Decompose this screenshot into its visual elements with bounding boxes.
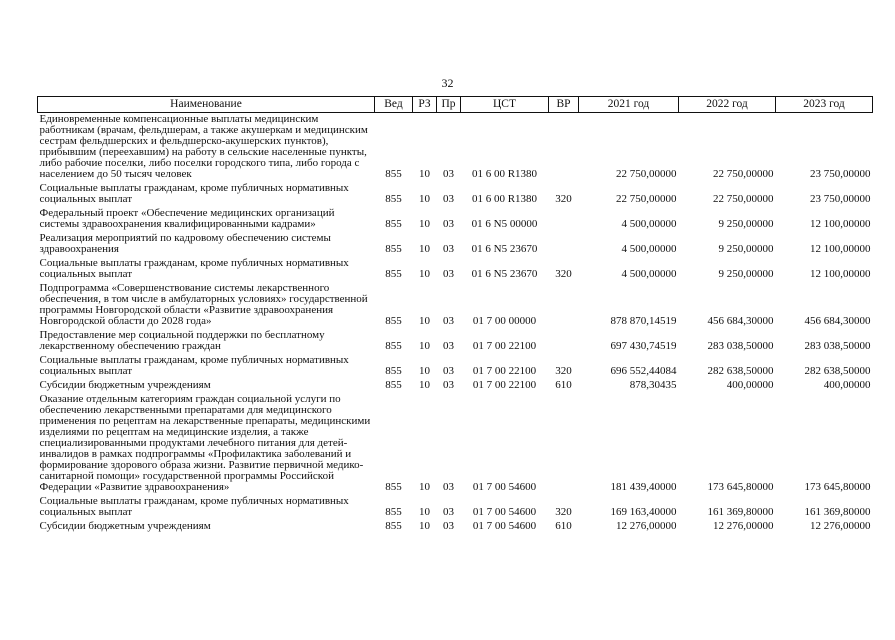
row-2021: 4 500,00000 [621, 268, 677, 280]
row-ved: 855 [385, 379, 402, 391]
row-name: Социальные выплаты гражданам, кроме публичных нормативных социальных выплат [39, 354, 349, 377]
row-2021: 22 750,00000 [616, 168, 677, 180]
row-pr: 03 [443, 168, 454, 180]
row-2022: 22 750,00000 [713, 193, 774, 205]
row-2023: 23 750,00000 [810, 168, 871, 180]
row-vr: 320 [555, 193, 572, 205]
row-name: Предоставление мер социальной поддержки по бесплатному лекарственному обеспечению граждан [39, 329, 325, 352]
row-2023: 283 038,50000 [804, 340, 871, 352]
table-row [38, 520, 873, 534]
row-pr: 03 [443, 268, 454, 280]
header-2023: 2023 год [776, 97, 873, 113]
table-row [38, 113, 873, 183]
row-2021: 12 276,00000 [616, 520, 677, 532]
row-2022: 161 369,80000 [707, 506, 774, 518]
row-vr [549, 207, 579, 232]
row-2021: 181 439,40000 [610, 481, 677, 493]
row-vr [549, 393, 579, 495]
row-2023: 161 369,80000 [804, 506, 871, 518]
row-rz: 10 [419, 520, 430, 532]
row-rz: 10 [419, 315, 430, 327]
row-2022: 282 638,50000 [707, 365, 774, 377]
row-vr: 320 [555, 268, 572, 280]
row-pr: 03 [443, 340, 454, 352]
row-2023: 173 645,80000 [804, 481, 871, 493]
row-2021: 878,30435 [629, 379, 677, 391]
row-vr: 610 [555, 379, 572, 391]
row-pr: 03 [443, 379, 454, 391]
header-cst: ЦСТ [461, 97, 549, 113]
row-vr [549, 113, 579, 183]
row-vr: 610 [555, 520, 572, 532]
row-cst: 01 7 00 22100 [472, 365, 537, 377]
budget-table [37, 96, 873, 534]
row-cst: 01 7 00 54600 [472, 506, 537, 518]
table-row [38, 379, 873, 393]
row-2023: 12 100,00000 [810, 243, 871, 255]
row-pr: 03 [443, 193, 454, 205]
row-2023: 456 684,30000 [804, 315, 871, 327]
row-name: Социальные выплаты гражданам, кроме публичных нормативных социальных выплат [39, 257, 349, 280]
row-rz: 10 [419, 481, 430, 493]
row-vr [549, 232, 579, 257]
row-2021: 4 500,00000 [621, 243, 677, 255]
row-rz: 10 [419, 365, 430, 377]
row-rz: 10 [419, 193, 430, 205]
row-cst: 01 7 00 54600 [472, 481, 537, 493]
table-row [38, 495, 873, 520]
row-vr: 320 [555, 506, 572, 518]
row-2021: 22 750,00000 [616, 193, 677, 205]
row-2022: 9 250,00000 [718, 243, 774, 255]
header-ved: Вед [375, 97, 413, 113]
row-2023: 12 100,00000 [810, 218, 871, 230]
row-2021: 696 552,44084 [610, 365, 677, 377]
row-rz: 10 [419, 340, 430, 352]
row-cst: 01 6 N5 23670 [471, 243, 538, 255]
row-rz: 10 [419, 243, 430, 255]
row-2022: 400,00000 [726, 379, 774, 391]
row-rz: 10 [419, 218, 430, 230]
page-number: 32 [441, 76, 454, 90]
row-2022: 283 038,50000 [707, 340, 774, 352]
table-row [38, 329, 873, 354]
row-ved: 855 [385, 218, 402, 230]
row-2023: 12 100,00000 [810, 268, 871, 280]
row-cst: 01 6 00 R1380 [471, 193, 538, 205]
row-cst: 01 6 00 R1380 [471, 168, 538, 180]
row-pr: 03 [443, 218, 454, 230]
header-2021: 2021 год [579, 97, 679, 113]
row-name: Реализация мероприятий по кадровому обеспечению системы здравоохранения [39, 232, 331, 255]
row-name: Социальные выплаты гражданам, кроме публичных нормативных социальных выплат [39, 182, 349, 205]
row-cst: 01 7 00 54600 [472, 520, 537, 532]
row-pr: 03 [443, 315, 454, 327]
row-pr: 03 [443, 481, 454, 493]
header-rz: РЗ [413, 97, 437, 113]
row-name: Субсидии бюджетным учреждениям [39, 379, 211, 391]
row-2022: 173 645,80000 [707, 481, 774, 493]
row-vr: 320 [555, 365, 572, 377]
row-2022: 9 250,00000 [718, 268, 774, 280]
row-pr: 03 [443, 506, 454, 518]
table-row [38, 257, 873, 282]
header-row [38, 97, 873, 113]
row-ved: 855 [385, 506, 402, 518]
row-2023: 282 638,50000 [804, 365, 871, 377]
header-2022: 2022 год [679, 97, 776, 113]
row-2021: 4 500,00000 [621, 218, 677, 230]
row-2023: 23 750,00000 [810, 193, 871, 205]
row-pr: 03 [443, 243, 454, 255]
row-2023: 400,00000 [823, 379, 871, 391]
row-2022: 22 750,00000 [713, 168, 774, 180]
header-vr: ВР [549, 97, 579, 113]
row-name: Субсидии бюджетным учреждениям [39, 520, 211, 532]
row-ved: 855 [385, 193, 402, 205]
row-2022: 9 250,00000 [718, 218, 774, 230]
row-cst: 01 6 N5 00000 [471, 218, 538, 230]
row-2022: 456 684,30000 [707, 315, 774, 327]
row-vr [549, 329, 579, 354]
row-2021: 878 870,14519 [610, 315, 677, 327]
row-name: Социальные выплаты гражданам, кроме публичных нормативных социальных выплат [39, 495, 349, 518]
table-row [38, 354, 873, 379]
row-pr: 03 [443, 520, 454, 532]
row-2021: 697 430,74519 [610, 340, 677, 352]
row-ved: 855 [385, 168, 402, 180]
row-cst: 01 6 N5 23670 [471, 268, 538, 280]
table-row [38, 232, 873, 257]
row-ved: 855 [385, 243, 402, 255]
table-row [38, 207, 873, 232]
row-rz: 10 [419, 379, 430, 391]
row-cst: 01 7 00 22100 [472, 340, 537, 352]
row-ved: 855 [385, 315, 402, 327]
row-name: Оказание отдельным категориям граждан социальной услуги по обеспечению лекарственными препаратами для медицинского применения по рецептам на лекарственные препараты, медицинскими изделиями по рецептам на медицинские изделия, а также специализированными продуктами лечебного питания для детей-инвалидов в рамках подпрограммы «Профилактика заболеваний и формирование здорового образа жизни. Развитие первичной медико-санитарной помощи» государственной программы Российской Федерации «Развитие здравоохранения» [39, 393, 371, 493]
table-row [38, 393, 873, 495]
row-pr: 03 [443, 365, 454, 377]
row-ved: 855 [385, 365, 402, 377]
row-2022: 12 276,00000 [713, 520, 774, 532]
row-2023: 12 276,00000 [810, 520, 871, 532]
table-row [38, 182, 873, 207]
row-ved: 855 [385, 481, 402, 493]
row-rz: 10 [419, 268, 430, 280]
row-name: Федеральный проект «Обеспечение медицинских организаций системы здравоохранения квалифицированными кадрами» [39, 207, 335, 230]
table-row [38, 282, 873, 329]
header-pr: Пр [437, 97, 461, 113]
header-name: Наименование [38, 97, 375, 113]
row-vr [549, 282, 579, 329]
row-ved: 855 [385, 520, 402, 532]
row-name: Единовременные компенсационные выплаты медицинским работникам (врачам, фельдшерам, а также акушеркам и медицинским сестрам фельдшерских и фельдшерско-акушерских пунктов), прибывшим (переехавшим) на работу в сельские населенные пункты, либо рабочие поселки, либо поселки городского типа, либо города с населением до 50 тысяч человек [39, 113, 368, 180]
row-ved: 855 [385, 340, 402, 352]
row-cst: 01 7 00 00000 [472, 315, 537, 327]
row-rz: 10 [419, 168, 430, 180]
row-ved: 855 [385, 268, 402, 280]
row-cst: 01 7 00 22100 [472, 379, 537, 391]
row-2021: 169 163,40000 [610, 506, 677, 518]
row-name: Подпрограмма «Совершенствование системы лекарственного обеспечения, в том числе в амбулаторных условиях» государственной программы Новгородской области «Развитие здравоохранения Новгородской области до 2028 года» [39, 282, 368, 327]
row-rz: 10 [419, 506, 430, 518]
